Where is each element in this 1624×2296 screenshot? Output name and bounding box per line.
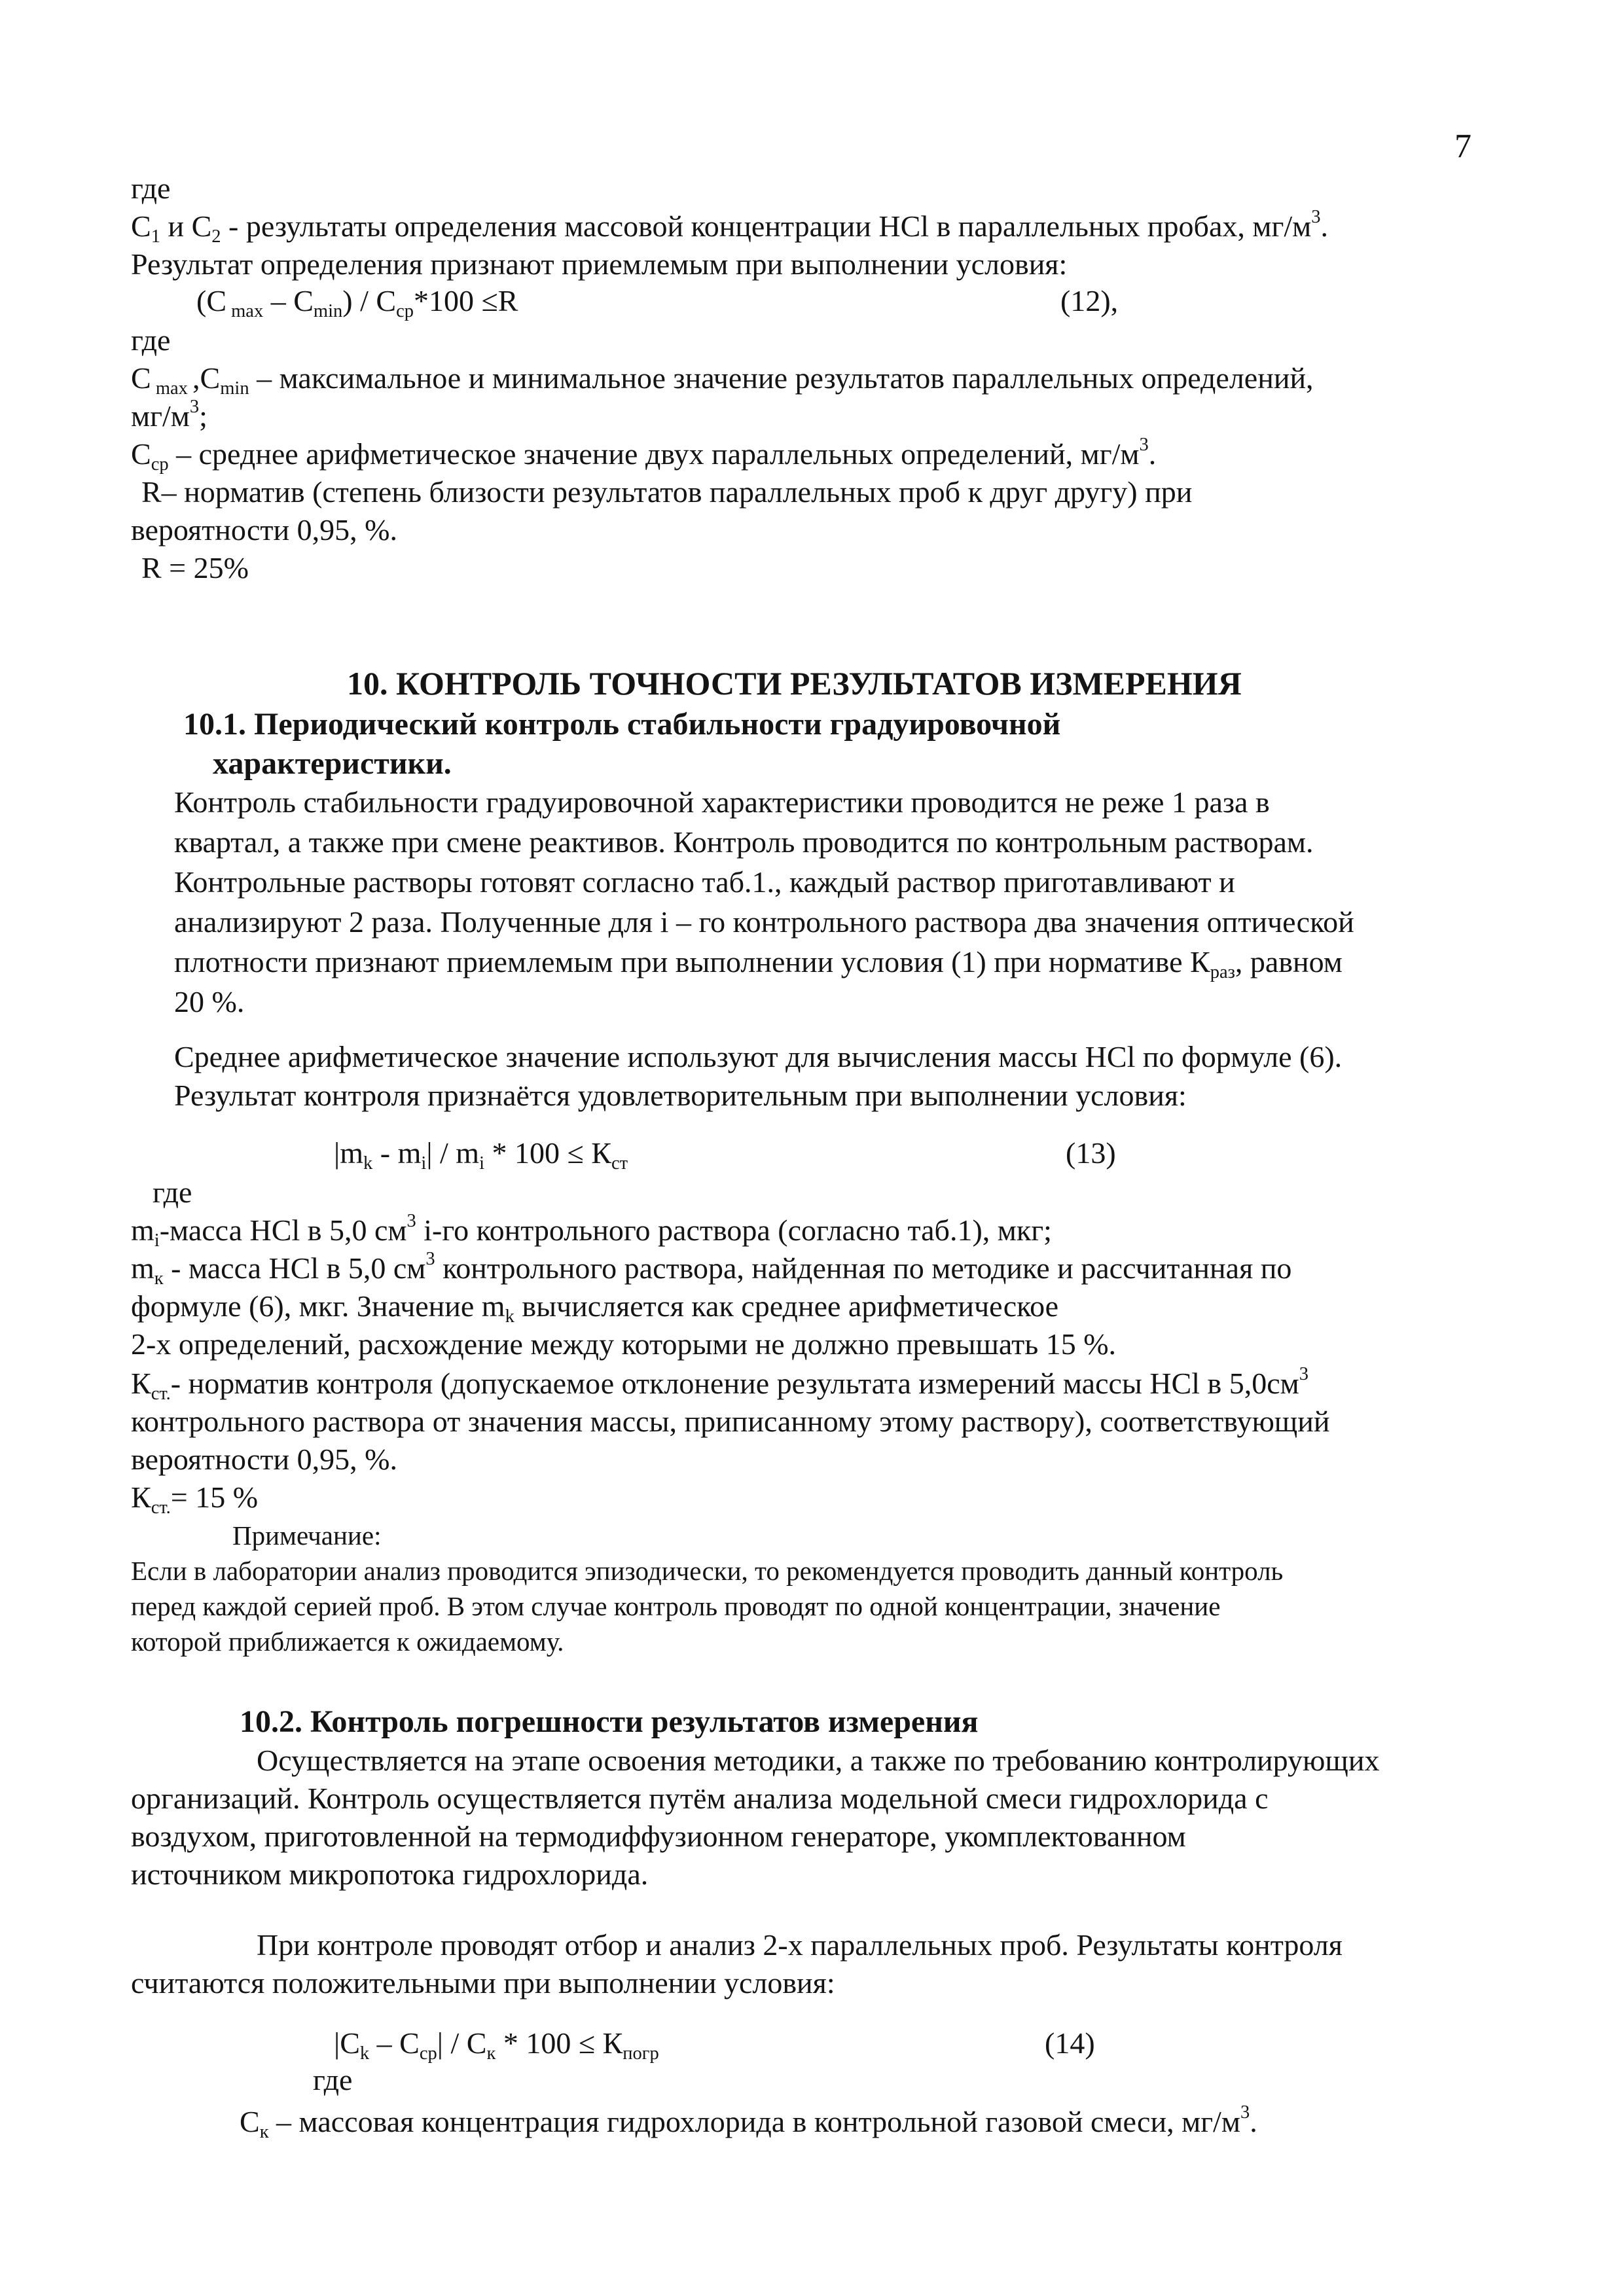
mk-definition-cont: 2-х определений, расхождение между которыми не должно превышать 15 %. bbox=[131, 1327, 1117, 1361]
mi-definition: $m_i$-масса HCl в 5,0 $см^3$ i-го контрольного раствора (согласно таб.1), мкг; bbox=[131, 1210, 1052, 1251]
paragraph-line: Осуществляется на этапе освоения методики, а также по требованию контролирующих bbox=[257, 1744, 1380, 1777]
formula-13-number: (13) bbox=[1066, 1136, 1116, 1170]
cmax-cmin-definition: С $_{max}$ $,С_{min}$ – максимальное и минимальное значение результатов параллельных определений, bbox=[131, 361, 1314, 399]
kst-definition-cont: контрольного раствора от значения массы, приписанному этому раствору), соответствующий bbox=[131, 1405, 1330, 1438]
note-title: Примечание: bbox=[232, 1520, 382, 1551]
where-label: где bbox=[131, 171, 171, 205]
paragraph-line: источником микропотока гидрохлорида. bbox=[131, 1857, 649, 1891]
note-line: перед каждой серией проб. В этом случае контроль проводят по одной концентрации, значение bbox=[131, 1591, 1221, 1621]
c1-c2-definition: $C_1$ и $C_2$ - результаты определения массовой концентрации HCl в параллельных пробах, $мг/м^3$. bbox=[131, 206, 1328, 247]
where-label: где bbox=[131, 323, 171, 357]
paragraph-line: организаций. Контроль осуществляется путём анализа модельной смеси гидрохлорида с bbox=[131, 1782, 1269, 1815]
subsection-10-2-title: 10.2. Контроль погрешности результатов измерения bbox=[240, 1704, 979, 1739]
paragraph-line: квартал, а также при смене реактивов. Контроль проводится по контрольным растворам. bbox=[174, 825, 1314, 859]
where-label: где bbox=[153, 1175, 192, 1209]
subsection-10-1-title-cont: характеристики. bbox=[213, 746, 452, 781]
subsection-10-1-title: 10.1. Периодический контроль стабильности градуировочной bbox=[183, 707, 1061, 742]
where-label: где bbox=[313, 2063, 353, 2096]
mk-definition: $m_к$ - масса HCl в 5,0 $см^3$ контрольного раствора, найденная по методике и рассчитанная по bbox=[131, 1248, 1292, 1289]
paragraph-line: плотности признают приемлемым при выполнении условия (1) при нормативе $К_{раз}$, равном bbox=[174, 945, 1343, 982]
r-value: R = 25% bbox=[141, 551, 249, 584]
r-definition-line1: R– норматив (степень близости результатов параллельных проб к друг другу) при bbox=[141, 475, 1193, 509]
mk-definition-cont: формуле (6), мкг. Значение $m_k$ вычисляется как среднее арифметическое bbox=[131, 1289, 1059, 1327]
kst-definition: $К_{ст.}-$ норматив контроля (допускаемое отклонение результата измерений массы HCl в $5,0см^3$ bbox=[131, 1363, 1309, 1404]
kst-definition-cont: вероятности 0,95, %. bbox=[131, 1443, 397, 1476]
r-definition-line2: вероятности 0,95, %. bbox=[131, 513, 397, 547]
formula-13: $|m_k - m_i| / m_i * 100 \le К_{ст}$ bbox=[334, 1136, 628, 1174]
paragraph-line: воздухом, приготовленной на термодиффузионном генераторе, укомплектованном bbox=[131, 1820, 1186, 1853]
paragraph-line: считаются положительными при выполнении условия: bbox=[131, 1966, 835, 2000]
formula-14-number: (14) bbox=[1045, 2026, 1095, 2060]
note-line: Если в лаборатории анализ проводится эпизодически, то рекомендуется проводить данный контроль bbox=[131, 1556, 1284, 1586]
paragraph-line: Результат контроля признаётся удовлетворительным при выполнении условия: bbox=[174, 1079, 1187, 1112]
paragraph-line: Контрольные растворы готовят согласно таб.1., каждый раствор приготавливают и bbox=[174, 865, 1235, 899]
section-10-title: 10. КОНТРОЛЬ ТОЧНОСТИ РЕЗУЛЬТАТОВ ИЗМЕРЕНИЯ bbox=[347, 665, 1242, 702]
formula-14: $|С_k - С_{ср}| / С_к * 100 \le К_{погр}$ bbox=[334, 2026, 659, 2064]
acceptance-condition: Результат определения признают приемлемым при выполнении условия: bbox=[131, 247, 1068, 281]
paragraph-line: 20 %. bbox=[174, 985, 245, 1018]
paragraph-line: анализируют 2 раза. Полученные для i – го контрольного раствора два значения оптической bbox=[174, 905, 1354, 939]
cmax-unit: $мг/м^3$; bbox=[131, 396, 208, 433]
ccp-definition: $С_{ср}$ – среднее арифметическое значение двух параллельных определений, $мг/м^3$. bbox=[131, 434, 1157, 475]
formula-12: (С $_{max} - С_{min}) / С_{ср}*100 \le R$ bbox=[196, 284, 518, 321]
paragraph-line: Среднее арифметическое значение используют для вычисления массы HCl по формуле (6). bbox=[174, 1040, 1343, 1073]
paragraph-line: Контроль стабильности градуировочной характеристики проводится не реже 1 раза в bbox=[174, 785, 1270, 819]
kst-value: $К_{ст.}= 15$ % bbox=[131, 1480, 259, 1518]
page-number: 7 bbox=[1454, 128, 1471, 165]
formula-12-number: (12), bbox=[1060, 284, 1119, 317]
paragraph-line: При контроле проводят отбор и анализ 2-х параллельных проб. Результаты контроля bbox=[257, 1928, 1343, 1962]
ck-definition: $С_к$ – массовая концентрация гидрохлорида в контрольной газовой смеси, $мг/м^3$. bbox=[240, 2102, 1257, 2142]
note-line: которой приближается к ожидаемому. bbox=[131, 1626, 564, 1657]
